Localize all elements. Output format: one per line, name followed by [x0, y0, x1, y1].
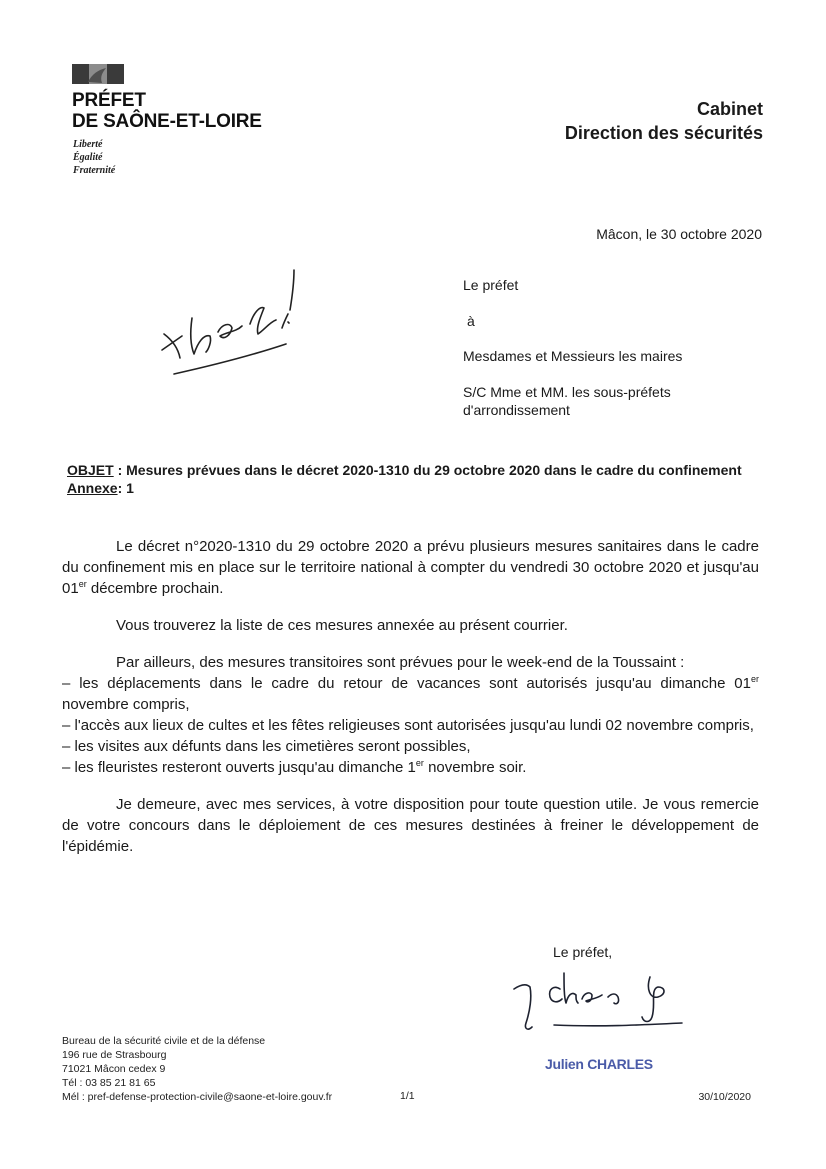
paragraph-annex: Vous trouverez la liste de ces mesures annexée au présent courrier. — [116, 617, 568, 634]
footer-phone: Tél : 03 85 21 81 65 — [62, 1077, 156, 1089]
list-item-text: – les déplacements dans le cadre du retour de vacances sont autorisés jusqu'au dimanche 01 — [62, 675, 751, 692]
annex-label: Annexe — [67, 480, 118, 496]
paragraph-transitional: Par ailleurs, des mesures transitoires sont prévues pour le week-end de la Toussaint : — [116, 654, 685, 671]
republic-motto — [73, 138, 115, 177]
closing-title: Le préfet, — [553, 944, 613, 960]
letter-body — [62, 536, 759, 857]
addressee: Mesdames et Messieurs les maires — [463, 348, 683, 364]
annex-line — [67, 479, 759, 497]
to-word: à — [467, 313, 475, 329]
list-item-text: – les fleuristes resteront ouverts jusqu'au dimanche 1 — [62, 759, 416, 776]
paragraph-decree-text: Le décret n°2020-1310 du 29 octobre 2020 a prévu plusieurs mesures sanitaires dans le cadre du confinement mis en place sur le territoire national à compter du vendredi 30 octobre 2020 et jusqu'au 01 — [62, 538, 759, 597]
marianne-logo-icon — [72, 64, 124, 84]
service-cabinet: Cabinet — [696, 99, 763, 119]
motto-egalite: Égalité — [73, 152, 103, 163]
prefecture-name-line2: DE SAÔNE-ET-LOIRE — [72, 111, 262, 132]
superscript: er — [78, 579, 87, 589]
prefecture-name-line1: PRÉFET — [72, 90, 146, 111]
copy-to-line1: S/C Mme et MM. les sous-préfets — [463, 384, 671, 400]
signer-name-stamp: Julien CHARLES — [545, 1056, 653, 1072]
footer-street: 196 rue de Strasbourg — [62, 1049, 167, 1061]
subject-block — [67, 461, 759, 497]
annex-value: : 1 — [117, 480, 134, 496]
footer-email: Mél : pref-defense-protection-civile@saone-et-loire.gouv.fr — [62, 1091, 333, 1103]
subject-separator: : — [113, 462, 127, 478]
date-place: Mâcon, le 30 octobre 2020 — [596, 226, 762, 242]
motto-fraternite: Fraternité — [73, 165, 116, 176]
copy-to-line2: d'arrondissement — [463, 402, 570, 418]
paragraph-decree-end: décembre prochain. — [86, 580, 224, 597]
handwritten-annotation — [160, 262, 310, 377]
motto-liberte: Liberté — [73, 139, 103, 150]
service-direction: Direction des sécurités — [564, 123, 763, 143]
paragraph-decree — [62, 536, 759, 599]
measures-list — [62, 673, 759, 778]
subject-text: Mesures prévues dans le décret 2020-1310 du 29 octobre 2020 dans le cadre du confinement — [126, 462, 742, 478]
list-item-end: novembre soir. — [423, 759, 527, 776]
sender-title: Le préfet — [463, 277, 519, 293]
list-item: – l'accès aux lieux de cultes et les fêtes religieuses sont autorisées jusqu'au lundi 02 novembre compris, — [62, 717, 754, 734]
subject-label: OBJET — [67, 462, 114, 478]
footer-city: 71021 Mâcon cedex 9 — [62, 1063, 166, 1075]
page-number: 1/1 — [400, 1090, 415, 1102]
service-block — [565, 97, 763, 145]
list-item: – les visites aux défunts dans les cimetières seront possibles, — [62, 738, 471, 755]
footer-date: 30/10/2020 — [698, 1091, 751, 1103]
handwritten-signature — [510, 965, 690, 1040]
footer-bureau: Bureau de la sécurité civile et de la défense — [62, 1035, 266, 1047]
list-item-end: novembre compris, — [62, 696, 190, 713]
prefecture-name — [72, 90, 262, 132]
superscript: er — [750, 674, 759, 684]
paragraph-closing: Je demeure, avec mes services, à votre disposition pour toute question utile. Je vous remercie de votre concours dans le déploiement de ces mesures destinées à freiner le développement de l'épidémie. — [62, 796, 759, 855]
footer-address — [62, 1034, 332, 1104]
subject-line — [67, 461, 759, 479]
copy-to — [463, 383, 723, 419]
superscript: er — [415, 758, 424, 768]
list-item — [62, 757, 759, 778]
list-item — [62, 673, 759, 715]
